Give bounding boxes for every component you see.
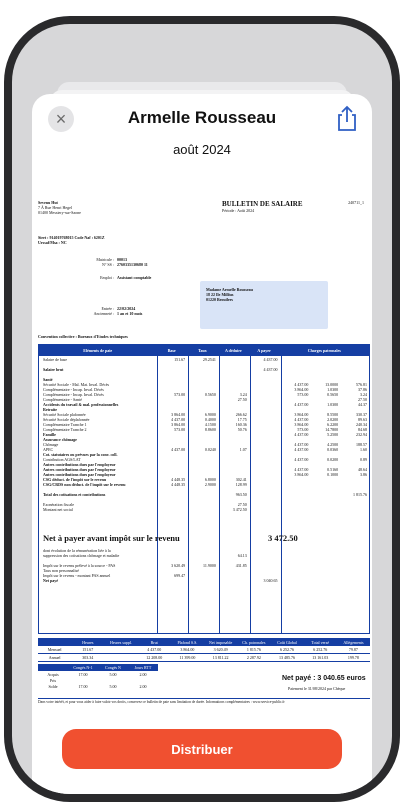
row-cell: 27.50 <box>237 502 247 507</box>
row-label: Autres contributions dues par l'employeur <box>43 467 116 472</box>
row-cell: 3 864.00 <box>294 422 309 427</box>
payslip-header <box>222 200 303 213</box>
row-label: Salaire brut <box>43 367 64 372</box>
row-cell: 4 437.00 <box>263 357 278 362</box>
row-cell: 4 437.00 <box>294 432 309 437</box>
payslip-table <box>38 344 370 634</box>
recipient-name: Madame Armelle Rousseau <box>206 287 253 292</box>
employer-block <box>38 200 81 215</box>
row-cell: 5.00 <box>109 683 117 689</box>
col-header: Congés N <box>105 665 121 670</box>
row-cell: 5.00 <box>109 671 117 677</box>
row-cell: 303.34 <box>82 655 94 660</box>
legal-footer: Dans votre intérêt, et pour vous aider à faire valoir vos droits, conservez ce bulletin de paie sans limitation de durée. Informations complémentaires : www.service-public.fr <box>38 698 370 705</box>
row-label: Sécurité Sociale plafonnée <box>43 412 86 417</box>
row-cell: 17.00 <box>78 671 88 677</box>
summary-header <box>38 638 370 646</box>
row-cell: 4 448.35 <box>171 477 186 482</box>
screen <box>12 24 392 794</box>
row-cell: 240.34 <box>356 422 367 427</box>
row-cell: 1 815.76 <box>353 492 367 497</box>
row-cell: 48.64 <box>358 467 367 472</box>
row-cell <box>310 507 340 512</box>
employer-city: 01400 Messiery-sur-Saone <box>38 210 81 215</box>
col-header: Heures suppl. <box>110 639 132 645</box>
row-cell <box>156 578 187 583</box>
row-cell <box>218 578 249 583</box>
col-header: Taux <box>198 348 207 353</box>
row-cell: 2.00 <box>139 671 147 677</box>
col-header: Brut <box>150 639 158 645</box>
col-header: Base <box>167 348 176 353</box>
row-label: suppression des cotisations chômage et maladie <box>43 553 120 558</box>
row-label: Autres contributions dues par l'employeur <box>43 472 116 477</box>
row-cell: 576.81 <box>356 382 367 387</box>
recipient-address <box>200 281 328 329</box>
row-label: Net payé <box>43 578 58 583</box>
row-cell: 3.86 <box>360 472 367 477</box>
row-label: Total des cotisations et contributions <box>43 492 106 497</box>
row-label: Solde <box>48 683 58 689</box>
row-cell: 128.99 <box>235 482 247 487</box>
row-cell: 8.8600 <box>204 427 216 432</box>
row-cell: 4.1500 <box>204 422 216 427</box>
row-label: Accidents du travail & mal. professionnelles <box>43 402 119 407</box>
row-label: Acquis <box>47 671 59 677</box>
row-cell: 573.00 <box>174 427 186 432</box>
row-cell: 4 437.00 <box>294 467 309 472</box>
row-label: CSG/CRDS non déduct. de l'impôt sur le revenu <box>43 482 126 487</box>
row-cell <box>340 578 369 583</box>
row-cell: 0.5650 <box>327 392 339 397</box>
row-cell: 17.00 <box>78 683 88 689</box>
row-cell <box>280 507 311 512</box>
distribute-button[interactable]: Distribuer <box>62 729 342 769</box>
row-cell: 330.37 <box>356 412 367 417</box>
meta-value: 1 an et 10 mois <box>117 311 143 316</box>
leave-header <box>38 664 158 671</box>
payslip-document <box>38 192 366 760</box>
meta-key: Emploi : <box>100 275 114 280</box>
row-cell: 17.75 <box>237 417 247 422</box>
row-label: Chômage <box>43 442 59 447</box>
convention: Convention collective : Bureaux d'Etudes techniques <box>38 334 128 339</box>
row-cell: 0.4000 <box>204 417 216 422</box>
row-cell: 3 864.00 <box>171 422 186 427</box>
row-cell <box>249 507 280 512</box>
net-before-tax-label: Net à payer avant impôt sur le revenu <box>43 533 180 543</box>
row-cell: 6.8000 <box>204 477 216 482</box>
row-cell: 13 161.03 <box>312 655 329 660</box>
row-cell: 37.86 <box>358 387 367 392</box>
col-header: Plafond S.S. <box>177 639 198 645</box>
row-cell: 1 815.76 <box>246 647 261 652</box>
row-cell: 0.0240 <box>204 447 216 452</box>
recipient-street: 18 22 Ile Millius <box>206 292 234 297</box>
row-cell: 6.2200 <box>327 422 339 427</box>
row-cell: 160.36 <box>235 422 247 427</box>
col-header: Total versé <box>311 639 330 645</box>
row-cell: 431.85 <box>235 563 247 568</box>
row-label: Montant net social <box>43 507 73 512</box>
row-cell: 266.62 <box>235 412 247 417</box>
col-header: Net imposable <box>209 639 233 645</box>
row-cell: 27.50 <box>237 397 247 402</box>
leave-table <box>38 664 158 689</box>
row-cell: 27.50 <box>358 397 367 402</box>
row-cell: 3.24 <box>239 392 247 397</box>
row-label: Taux non personnalisé <box>43 568 79 573</box>
row-cell: 151.67 <box>174 357 186 362</box>
table-body-after <box>39 548 369 633</box>
payment-info: Paiement le 31/08/2024 par Chèque <box>288 686 346 691</box>
net-paid: Net payé : 3 040.65 euros <box>282 675 366 682</box>
employee-meta <box>38 257 198 316</box>
row-label: Assurance chômage <box>43 437 77 442</box>
row-cell: 573.00 <box>297 427 309 432</box>
row-label: dont évolution de la rémunération liée à la <box>43 548 111 553</box>
payslip-period: Période : Août 2024 <box>222 208 255 213</box>
row-cell <box>187 578 218 583</box>
row-cell: 3 864.00 <box>180 647 195 652</box>
row-cell: 3 620.49 <box>171 563 186 568</box>
row-cell: 4 437.00 <box>294 442 309 447</box>
row-cell: 4 437.00 <box>171 447 186 452</box>
row-cell: 1.07 <box>239 447 247 452</box>
meta-value: 22/02/2024 <box>117 306 136 311</box>
row-cell: 188.57 <box>356 442 367 447</box>
meta-value: Assistant comptable <box>117 275 152 280</box>
col-header: Coût Global <box>277 639 297 645</box>
table-row <box>38 671 158 677</box>
meta-key: Entrée : <box>101 306 114 311</box>
row-cell: 2.0200 <box>327 417 339 422</box>
row-cell: 79.87 <box>348 647 358 652</box>
row-cell: 232.94 <box>356 432 367 437</box>
row-label: Complémentaire - Incap. Inval. Décès <box>43 387 104 392</box>
row-cell <box>280 578 311 583</box>
row-cell: 4 437.00 <box>263 367 278 372</box>
siret-block <box>38 235 105 245</box>
summary-table <box>38 638 370 662</box>
row-cell: 0.5160 <box>327 467 339 472</box>
recipient-city: 01220 Brouilers <box>206 297 233 302</box>
row-cell <box>156 507 187 512</box>
row-cell: 3 864.00 <box>294 472 309 477</box>
row-cell: 0.5650 <box>204 392 216 397</box>
row-cell: 3 040.65 <box>263 578 278 583</box>
employer-address: 7 À Rue Henri Hegel <box>38 205 72 210</box>
row-cell: 4 437.00 <box>294 457 309 462</box>
col-header: Heures <box>82 639 94 645</box>
row-label: CSG déduct. de l'impôt sur le revenu <box>43 477 107 482</box>
row-cell: 14.7800 <box>325 427 339 432</box>
row-cell: 12 208.00 <box>146 655 163 660</box>
table-row <box>38 683 158 689</box>
row-cell: 4 437.00 <box>171 417 186 422</box>
row-label: Sécurité Sociale déplafonnée <box>43 417 90 422</box>
row-cell: 0.0200 <box>327 457 339 462</box>
row-cell: 4 437.00 <box>294 417 309 422</box>
row-label: Salaire de base <box>43 357 67 362</box>
row-label: Retraite <box>43 407 57 412</box>
row-cell: 3 472.50 <box>232 507 247 512</box>
row-cell: 13.0000 <box>325 382 339 387</box>
col-header: Charges patronales <box>307 348 341 353</box>
row-cell: 2.9000 <box>204 482 216 487</box>
row-cell: 0.1000 <box>327 472 339 477</box>
payslip-heading: BULLETIN DE SALAIRE <box>222 200 303 208</box>
row-label: Complémentaire - Incap. Inval. Décès <box>43 392 104 397</box>
row-cell <box>187 507 218 512</box>
row-cell: 84.68 <box>358 427 367 432</box>
row-cell: 13 811.22 <box>212 655 229 660</box>
row-cell: 4 437.00 <box>294 447 309 452</box>
row-cell: 573.00 <box>174 392 186 397</box>
row-label: Exonération fiscale <box>43 502 74 507</box>
row-cell: 44.37 <box>358 402 367 407</box>
row-label: Contribution AGS/LAT <box>43 457 81 462</box>
page-title: Armelle Rousseau <box>127 108 277 127</box>
table-row <box>38 654 370 662</box>
row-cell: 4 448.35 <box>171 482 186 487</box>
row-cell: 4 437.00 <box>294 382 309 387</box>
modal-sheet <box>32 94 372 794</box>
col-header: Congés N-1 <box>73 665 93 670</box>
row-cell: 302.41 <box>235 477 247 482</box>
row-label: Mensuel <box>47 647 62 652</box>
summary-rows <box>38 646 370 662</box>
row-label: Pris <box>49 677 57 683</box>
row-cell: 6.9000 <box>204 412 216 417</box>
row-cell: 2 287.92 <box>246 655 261 660</box>
row-cell: 199.78 <box>347 655 359 660</box>
row-label: Complémentaire Tranche 2 <box>43 427 87 432</box>
row-cell: 6 252.76 <box>313 647 328 652</box>
page-ref: 240711_1 <box>348 200 364 205</box>
close-icon: × <box>55 109 67 129</box>
row-cell: 3 864.00 <box>294 412 309 417</box>
row-cell: 4.2500 <box>327 442 339 447</box>
share-icon[interactable] <box>334 104 360 132</box>
row-cell: 963.50 <box>235 492 247 497</box>
col-header: Ch. patronales <box>242 639 266 645</box>
urssaf: Urssaf/Msa : NC <box>38 240 67 245</box>
row-label: Santé <box>43 377 53 382</box>
col-header: A payer <box>257 348 271 353</box>
meta-key: Matricule : <box>96 257 114 262</box>
row-label: Complémentaire - Santé <box>43 397 82 402</box>
meta-value: 2760335130680 11 <box>117 262 148 267</box>
meta-key: N° SS : <box>101 262 114 267</box>
row-label: Famille <box>43 432 56 437</box>
row-cell: 11.9000 <box>203 563 216 568</box>
row-cell: 64.13 <box>237 553 247 558</box>
row-cell: 1.0300 <box>327 402 339 407</box>
row-cell: 573.00 <box>297 392 309 397</box>
row-cell: 4 437.00 <box>294 402 309 407</box>
row-label: Impôt sur le revenu - montant PAS annuel <box>43 573 111 578</box>
net-before-tax-value: 3 472.50 <box>268 533 298 543</box>
col-header: Jours RTT <box>134 665 152 670</box>
row-cell: 151.67 <box>82 647 94 652</box>
meta-key: Ancienneté : <box>93 311 114 316</box>
row-label: Annuel <box>48 655 61 660</box>
row-cell: 3 864.00 <box>294 387 309 392</box>
meta-value: 00013 <box>117 257 127 262</box>
siret: Siret : 914019768015 Code Naf : 6201Z <box>38 235 105 240</box>
row-cell: 0.0360 <box>327 447 339 452</box>
row-cell: 13 485.76 <box>279 655 296 660</box>
row-cell: 3 620.49 <box>213 647 228 652</box>
row-cell: 3.24 <box>360 392 367 397</box>
table-row <box>38 646 370 654</box>
row-cell: 89.63 <box>358 417 367 422</box>
col-header: Eléments de paie <box>83 348 113 353</box>
row-label: Complémentaire Tranche 1 <box>43 422 87 427</box>
row-cell: 8.5500 <box>327 412 339 417</box>
row-cell: 1.0300 <box>327 387 339 392</box>
page-subtitle: août 2024 <box>173 142 231 157</box>
row-cell: 0.89 <box>360 457 367 462</box>
employer-name: Sevenu Hut <box>38 200 58 205</box>
row-label: Sécurité Sociale - Mal. Mat. Inval. Décès <box>43 382 110 387</box>
table-row <box>39 507 369 512</box>
row-cell: 11 399.00 <box>179 655 196 660</box>
table-header <box>39 345 369 356</box>
leave-rows <box>38 671 158 689</box>
row-cell <box>340 507 369 512</box>
row-cell: 2.00 <box>139 683 147 689</box>
row-label: APEC <box>43 447 54 452</box>
table-row <box>39 578 369 583</box>
row-cell: 50.76 <box>237 427 247 432</box>
col-header: Allègements <box>343 639 364 645</box>
row-cell: 29.2541 <box>202 357 216 362</box>
row-cell: 699.47 <box>174 573 186 578</box>
row-cell <box>310 578 340 583</box>
row-cell: 4 437.00 <box>147 647 162 652</box>
col-header: A déduire <box>224 348 242 353</box>
row-cell: 3 864.00 <box>171 412 186 417</box>
row-label: Cot. statutaires ou prévues par la conv. coll. <box>43 452 118 457</box>
row-label: Impôt sur le revenu prélevé à la source - PAS <box>43 563 116 568</box>
row-cell: 5.2500 <box>327 432 339 437</box>
row-label: Autres contributions dues par l'employeur <box>43 462 116 467</box>
row-cell: 1.60 <box>360 447 367 452</box>
row-cell: 6 252.76 <box>280 647 295 652</box>
phone-frame <box>4 16 400 802</box>
